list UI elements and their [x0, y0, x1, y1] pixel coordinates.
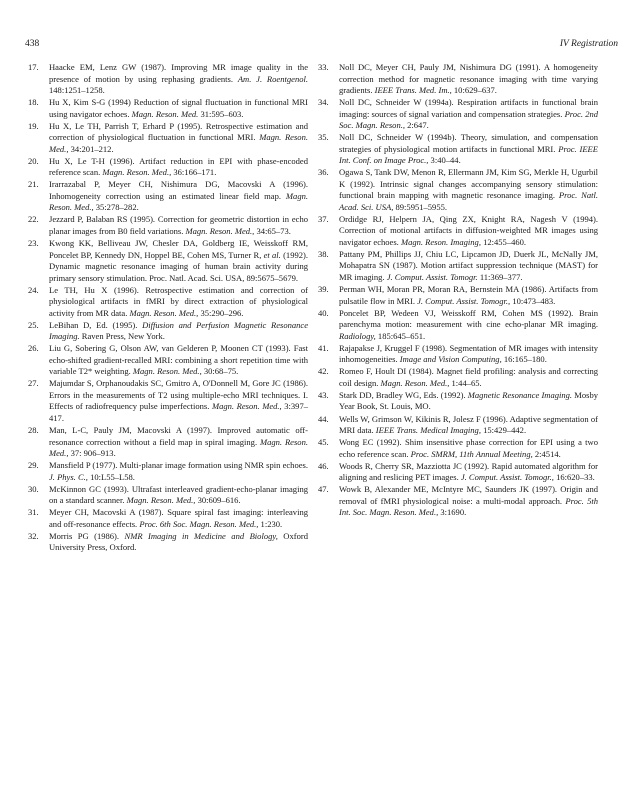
reference-authors-title: Hu X, Le T-H (1996). Artifact reduction in EPI with phase-encoded reference scan. — [49, 155, 308, 178]
reference-source: J. Comput. Assist. Tomogr., — [417, 295, 511, 306]
reference-authors-title: Noll DC, Meyer CH, Pauly JM, Nishimura DG (1991). A homogeneity correction method for magnetic resonance imaging with time varying gradients. — [339, 62, 598, 95]
reference-source: Proc. Natl. Acad. Sci. USA, — [339, 190, 598, 212]
reference-number: 35. — [318, 132, 329, 143]
reference-text — [49, 484, 308, 506]
reference-entry — [318, 249, 598, 284]
reference-text — [339, 214, 598, 247]
reference-volume-pages: 1:44–65. — [449, 377, 482, 388]
reference-volume-pages: 1:230. — [258, 518, 283, 529]
reference-source: J. Phys. C., — [49, 471, 88, 482]
reference-entry — [28, 285, 308, 320]
reference-source: Magn. Reson. Med., — [102, 167, 172, 178]
reference-number: 44. — [318, 413, 329, 424]
reference-entry — [318, 484, 598, 519]
reference-text — [49, 121, 308, 154]
reference-volume-pages: 89:5951–5955. — [393, 201, 448, 212]
reference-authors-title: Man, L-C, Pauly JM, Macovski A (1997). Improved automatic off-resonance correction without a field map in spiral imaging. — [49, 425, 308, 447]
reference-number: 19. — [28, 120, 39, 131]
reference-text — [339, 62, 598, 95]
reference-volume-pages: 12:455–460. — [480, 236, 527, 247]
reference-authors-title: Pattany PM, Phillips JJ, Chiu LC, Lipcamon JD, Duerk JL, McNally JM, Mohapatra SN (1987). Motion artifact suppression technique (MAST) for MR imaging. — [339, 248, 598, 282]
reference-volume-pages: (1992). Dynamic magnetic resonance imaging of human brain activity during primary sensory stimulation. Proc. Natl. Acad. Sci. USA, 89:5675–5679. — [49, 249, 309, 283]
reference-text — [339, 167, 598, 212]
reference-authors-title: Poncelet BP, Wedeen VJ, Weisskoff RM, Cohen MS (1992). Brain parenchyma motion: measurement with cine echo-planar MR imaging. — [339, 307, 598, 330]
reference-volume-pages: 35:290–296. — [198, 307, 244, 318]
reference-number: 26. — [28, 343, 39, 354]
reference-entry — [28, 531, 308, 554]
reference-volume-pages: 2:647. — [405, 120, 429, 131]
reference-authors-title: Woods R, Cherry SR, Mazziotta JC (1992). Rapid automated algorithm for aligning and reslicing PET images. — [339, 460, 598, 483]
reference-text — [49, 156, 308, 178]
reference-authors-title: Le TH, Hu X (1996). Retrospective estimation and correction of physiological artifacts in fMRI by direct extraction of physiological activity from MR data. — [49, 284, 308, 318]
reference-entry — [318, 62, 598, 97]
reference-text — [49, 425, 308, 458]
left-reference-column — [28, 62, 308, 555]
reference-source: Magn. Reson. Med., — [185, 225, 255, 236]
reference-authors-title: Jezzard P, Balaban RS (1995). Correction for geometric distortion in echo planar images from B0 field variations. — [49, 214, 308, 236]
page-header — [25, 39, 618, 53]
reference-text — [339, 132, 598, 165]
reference-number: 46. — [318, 460, 329, 471]
reference-authors-title: Majumdar S, Orphanoudakis SC, Gmitro A, O'Donnell M, Gore JC (1986). Errors in the measurements of T2 using multiple-echo MRI techniques. I. Effects of radiofrequency pulse imperfections. — [49, 378, 308, 412]
reference-source: Proc. 2nd Soc. Magn. Reson., — [339, 108, 599, 131]
reference-volume-pages: 3:397–417. — [49, 401, 308, 423]
reference-text — [339, 249, 598, 282]
reference-authors-title: Stark DD, Bradley WG, Eds. (1992). — [339, 389, 468, 400]
reference-source: Magn. Reson. Med., — [129, 307, 199, 318]
reference-number: 32. — [28, 530, 39, 541]
reference-text — [339, 343, 598, 365]
reference-source: NMR Imaging in Medicine and Biology, — [124, 530, 278, 541]
reference-authors-title: Hu X, Le TH, Parrish T, Erhard P (1995). Retrospective estimation and correction of physiological fluctuation in functional MRI. — [49, 120, 308, 143]
reference-number: 20. — [28, 155, 39, 166]
reference-text — [49, 238, 308, 283]
reference-text — [339, 461, 598, 483]
reference-authors-title: Kwong KK, Belliveau JW, Chesler DA, Goldberg IE, Weisskoff RM, Poncelet BP, Kennedy DN, Hoppel BE, Cohen MS, Turner R, — [49, 238, 308, 260]
reference-number: 28. — [28, 425, 39, 436]
reference-text — [49, 179, 308, 212]
reference-number: 29. — [28, 460, 39, 471]
reference-text — [49, 531, 308, 553]
reference-entry — [318, 366, 598, 389]
reference-authors-title: Mansfield P (1977). Multi-planar image formation using NMR spin echoes. — [49, 460, 308, 471]
reference-entry — [318, 284, 598, 307]
reference-source: Magn. Reson. Med., — [49, 132, 308, 154]
reference-entry — [318, 414, 598, 437]
reference-volume-pages: 16:165–180. — [501, 354, 547, 365]
reference-volume-pages: 31:595–603. — [198, 108, 244, 119]
reference-entry — [28, 97, 308, 120]
reference-volume-pages: 36:166–171. — [171, 167, 217, 178]
reference-text — [339, 308, 598, 341]
reference-text — [49, 62, 308, 95]
reference-number: 40. — [318, 307, 329, 318]
reference-entry — [318, 461, 598, 484]
reference-volume-pages: Oxford University Press, Oxford. — [49, 530, 308, 553]
reference-authors-title: Perman WH, Moran PR, Moran RA, Bernstein MA (1986). Artifacts from pulsatile flow in MRI. — [339, 284, 598, 306]
reference-authors-title: Irarrazabal P, Meyer CH, Nishimura DG, Macovski A (1996). Inhomogeneity correction using an estimated linear field map. — [49, 179, 308, 201]
reference-number: 30. — [28, 483, 39, 494]
reference-entry — [28, 214, 308, 237]
reference-source: Proc. 5th Int. Soc. Magn. Reson. Med., — [339, 495, 598, 518]
reference-authors-title: McKinnon GC (1993). Ultrafast interleaved gradient-echo-planar imaging on a standard scanner. — [49, 483, 308, 506]
reference-number: 25. — [28, 319, 39, 330]
reference-number: 31. — [28, 507, 39, 518]
reference-source: Magn. Reson. Med., — [132, 366, 202, 377]
reference-source: Image and Vision Computing, — [399, 354, 502, 365]
reference-volume-pages: 35:278–282. — [93, 202, 139, 213]
reference-authors-title: LeBihan D, Ed. (1995). — [49, 319, 143, 330]
reference-number: 27. — [28, 378, 39, 389]
reference-number: 17. — [28, 62, 39, 72]
reference-number: 42. — [318, 366, 329, 377]
reference-authors-title: Noll DC, Schneider W (1994a). Respiration artifacts in functional brain imaging: sources of signal variation and compensation strategies. — [339, 97, 598, 119]
section-title: IV Registration — [559, 39, 618, 49]
reference-volume-pages: 2:4514. — [532, 448, 561, 459]
reference-entry — [318, 214, 598, 249]
reference-volume-pages: 11:369–377. — [477, 271, 523, 282]
reference-text — [49, 343, 308, 376]
reference-entry — [28, 62, 308, 97]
reference-entry — [28, 156, 308, 179]
reference-volume-pages: 3:40–44. — [428, 155, 461, 166]
reference-authors-title: Rajapakse J, Kruggel F (1998). Segmentation of MR images with intensity inhomogeneities. — [339, 342, 598, 365]
reference-source: J. Comput. Assist. Tomogr. — [386, 271, 478, 282]
reference-number: 36. — [318, 167, 329, 178]
reference-source: Magn. Reson. Med., — [211, 401, 282, 412]
reference-source: Magn. Reson. Imaging, — [400, 236, 481, 247]
reference-authors-title: Wong EC (1992). Shim insensitive phase correction for EPI using a two echo reference scan. — [339, 437, 598, 459]
reference-volume-pages: 37: 906–913. — [68, 448, 116, 459]
reference-text — [49, 214, 308, 236]
reference-source: Magn. Reson. Med., — [49, 190, 308, 213]
reference-number: 37. — [318, 213, 329, 224]
reference-entry — [28, 484, 308, 507]
reference-volume-pages: Raven Press, New York. — [79, 331, 165, 342]
reference-volume-pages: 10:473–483. — [510, 295, 556, 306]
reference-number: 38. — [318, 248, 329, 259]
reference-authors-title: Ordidge RJ, Helpern JA, Qing ZX, Knight RA, Nagesh V (1994). Correction of motional artifacts in diffusion-weighted MR images using navigator echoes. — [339, 213, 598, 247]
reference-entry — [318, 437, 598, 460]
reference-text — [49, 97, 308, 119]
reference-number: 41. — [318, 342, 329, 353]
reference-text — [49, 507, 308, 529]
reference-entry — [28, 121, 308, 156]
reference-source: Proc. IEEE Int. Conf. on Image Proc., — [339, 143, 598, 166]
reference-authors-title: Wells W, Grimson W, Kikinis R, Jolesz F (1996). Adaptive segmentation of MRI data. — [339, 413, 598, 436]
reference-authors-title: Romeo F, Hoult DI (1984). Magnet field profiling: analysis and correcting coil design. — [339, 366, 598, 388]
reference-text — [49, 378, 308, 423]
reference-number: 18. — [28, 97, 39, 108]
reference-number: 43. — [318, 389, 329, 400]
reference-entry — [28, 320, 308, 343]
reference-source: Diffusion and Perfusion Magnetic Resonance Imaging. — [49, 319, 308, 342]
reference-authors-title: Haacke EM, Lenz GW (1987). Improving MR image quality in the presence of motion by using rephasing gradients. — [49, 62, 308, 84]
reference-volume-pages: 185:645–651. — [375, 330, 426, 341]
reference-text — [49, 460, 308, 482]
reference-volume-pages: 34:65–73. — [254, 225, 291, 236]
reference-entry — [28, 425, 308, 460]
reference-volume-pages: 3:1690. — [438, 507, 467, 518]
reference-source: IEEE Trans. Medical Imaging, — [375, 425, 481, 436]
reference-text — [339, 414, 598, 436]
reference-entry — [28, 507, 308, 530]
reference-entry — [318, 308, 598, 343]
reference-entry — [318, 343, 598, 366]
reference-authors-title: Noll DC, Schneider W (1994b). Theory, simulation, and compensation strategies of physiological motion artifacts in functional MRI. — [339, 132, 598, 154]
reference-authors-title: Ogawa S, Tank DW, Menon R, Ellermann JM, Kim SG, Merkle H, Ugurbil K (1992). Intrinsic signal changes accompanying sensory stimulation: functional brain mapping with magnetic resonance imaging. — [339, 167, 598, 201]
reference-number: 23. — [28, 238, 39, 249]
reference-volume-pages: 148:1251–1258. — [49, 85, 105, 95]
reference-authors-title: Hu X, Kim S-G (1994) Reduction of signal fluctuation in functional MRI using navigator echoes. — [49, 97, 308, 119]
reference-number: 24. — [28, 284, 39, 295]
reference-entry — [318, 132, 598, 167]
reference-number: 47. — [318, 484, 329, 495]
reference-source: Am. J. Roentgenol. — [237, 73, 308, 84]
reference-volume-pages: Mosby Year Book, St. Louis, MO. — [339, 389, 599, 412]
reference-authors-title: Meyer CH, Macovski A (1987). Square spiral fast imaging: interleaving and off-resonance effects. — [49, 507, 308, 529]
reference-volume-pages: 34:201–212. — [68, 143, 114, 154]
reference-volume-pages: 10:629–637. — [451, 85, 497, 95]
reference-entry — [28, 378, 308, 424]
reference-source: Magn. Reson. Med., — [126, 495, 196, 506]
reference-source: Proc. SMRM, 11th Annual Meeting, — [410, 448, 533, 459]
reference-volume-pages: 15:429–442. — [480, 425, 527, 436]
reference-entry — [318, 167, 598, 213]
reference-source: et al. — [263, 249, 281, 260]
reference-text — [339, 437, 598, 459]
reference-authors-title: Morris PG (1986). — [49, 530, 125, 541]
reference-source: IEEE Trans. Med. Im., — [374, 85, 452, 95]
reference-source: Radiology, — [339, 330, 376, 341]
reference-volume-pages: 30:68–75. — [201, 366, 239, 377]
reference-text — [49, 285, 308, 318]
reference-text — [339, 284, 598, 306]
reference-source: Magnetic Resonance Imaging. — [467, 389, 573, 400]
reference-volume-pages: 10:L55–L58. — [87, 471, 135, 482]
right-reference-column — [318, 62, 598, 519]
reference-entry — [318, 97, 598, 132]
reference-source: Magn. Reson. Med., — [380, 377, 450, 388]
reference-authors-title: Liu G, Sobering G, Olson AW, van Gelderen P, Moonen CT (1993). Fast echo-shifted gradient-recalled MRI: combining a short repetition time with variable T2* weighting. — [49, 343, 308, 377]
reference-number: 33. — [318, 62, 329, 72]
reference-volume-pages: 16:620–33. — [553, 472, 595, 483]
page-number: 438 — [25, 39, 40, 49]
reference-number: 22. — [28, 214, 39, 225]
reference-text — [339, 366, 598, 388]
reference-number: 39. — [318, 284, 329, 295]
reference-authors-title: Wowk B, Alexander ME, McIntyre MC, Saunders JK (1997). Origin and removal of fMRI physiological noise: a multi-modal approach. — [339, 484, 598, 506]
reference-entry — [28, 460, 308, 483]
reference-text — [339, 484, 598, 517]
reference-text — [339, 390, 598, 412]
reference-entry — [28, 238, 308, 284]
reference-number: 45. — [318, 437, 329, 448]
reference-number: 34. — [318, 97, 329, 108]
reference-source: Magn. Reson. Med., — [49, 436, 308, 459]
reference-volume-pages: 30:609–616. — [195, 495, 241, 506]
reference-source: Magn. Reson. Med. — [131, 108, 199, 119]
reference-source: J. Comput. Assist. Tomogr., — [460, 472, 554, 483]
reference-number: 21. — [28, 179, 39, 190]
reference-source: Proc. 6th Soc. Magn. Reson. Med., — [139, 518, 259, 529]
reference-entry — [28, 179, 308, 214]
reference-entry — [28, 343, 308, 378]
reference-text — [339, 97, 598, 130]
reference-text — [49, 320, 308, 342]
reference-entry — [318, 390, 598, 413]
